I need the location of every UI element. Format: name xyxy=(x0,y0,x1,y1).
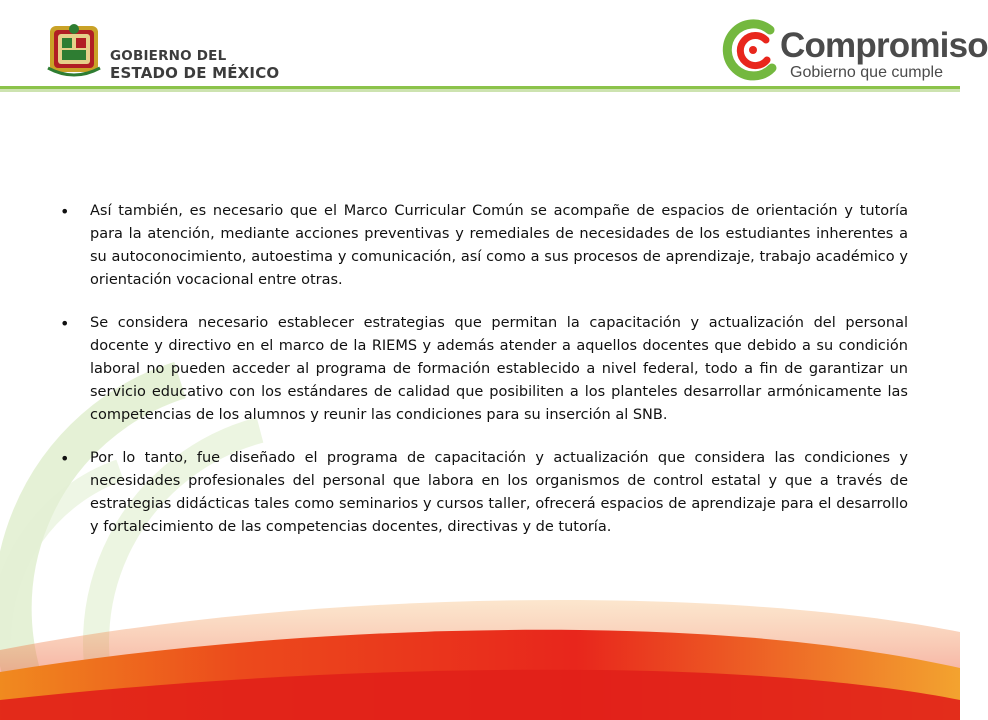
bullet-marker: • xyxy=(60,202,70,221)
compromiso-swirl-icon xyxy=(722,16,784,80)
bullet-marker: • xyxy=(60,314,70,333)
bullet-marker: • xyxy=(60,449,70,468)
bullet-text: Por lo tanto, fue diseñado el programa de capacitación y actualización que considera las condiciones y necesidades profesionales del personal que labora en los organismos de control estatal y que a través de estrategias didácticas tales como seminarios y cursos taller, ofrecerá espacios de aprendizaje para el desarrollo y fortalecimiento de las competencias docentes, directivas y de tutoría. xyxy=(90,450,908,535)
compromiso-title: Compromiso xyxy=(780,26,988,65)
government-line2: ESTADO DE MÉXICO xyxy=(110,64,280,82)
government-name xyxy=(110,48,279,82)
bullet-text: Así también, es necesario que el Marco Curricular Común se acompañe de espacios de orientación y tutoría para la atención, mediante acciones preventivas y remediales de necesidades de los estudiantes inherentes a su autoconocimiento, autoestima y comunicación, así como a sus procesos de aprendizaje, trabajo académico y orientación vocacional entre otras. xyxy=(90,203,908,288)
bullet-item-1 xyxy=(60,200,908,292)
state-coat-of-arms-icon xyxy=(42,20,106,80)
bullet-item-2 xyxy=(60,312,908,427)
bullet-text: Se considera necesario establecer estrategias que permitan la capacitación y actualización del personal docente y directivo en el marco de la RIEMS y además atender a aquellos docentes que debido a su condición laboral no pueden acceder al programa de formación establecido a nivel federal, todo a fin de garantizar un servicio educativo con los estándares de calidad que posibiliten a los planteles desarrollar armónicamente las competencias de los alumnos y reunir las condiciones para su inserción al SNB. xyxy=(90,315,908,423)
red-bottom-swoosh xyxy=(0,600,960,720)
government-line1: GOBIERNO DEL xyxy=(110,48,227,64)
header-divider-light xyxy=(0,89,960,92)
header xyxy=(0,0,988,96)
bullet-list xyxy=(60,200,908,539)
compromiso-subtitle: Gobierno que cumple xyxy=(790,64,943,81)
bullet-item-3 xyxy=(60,447,908,539)
